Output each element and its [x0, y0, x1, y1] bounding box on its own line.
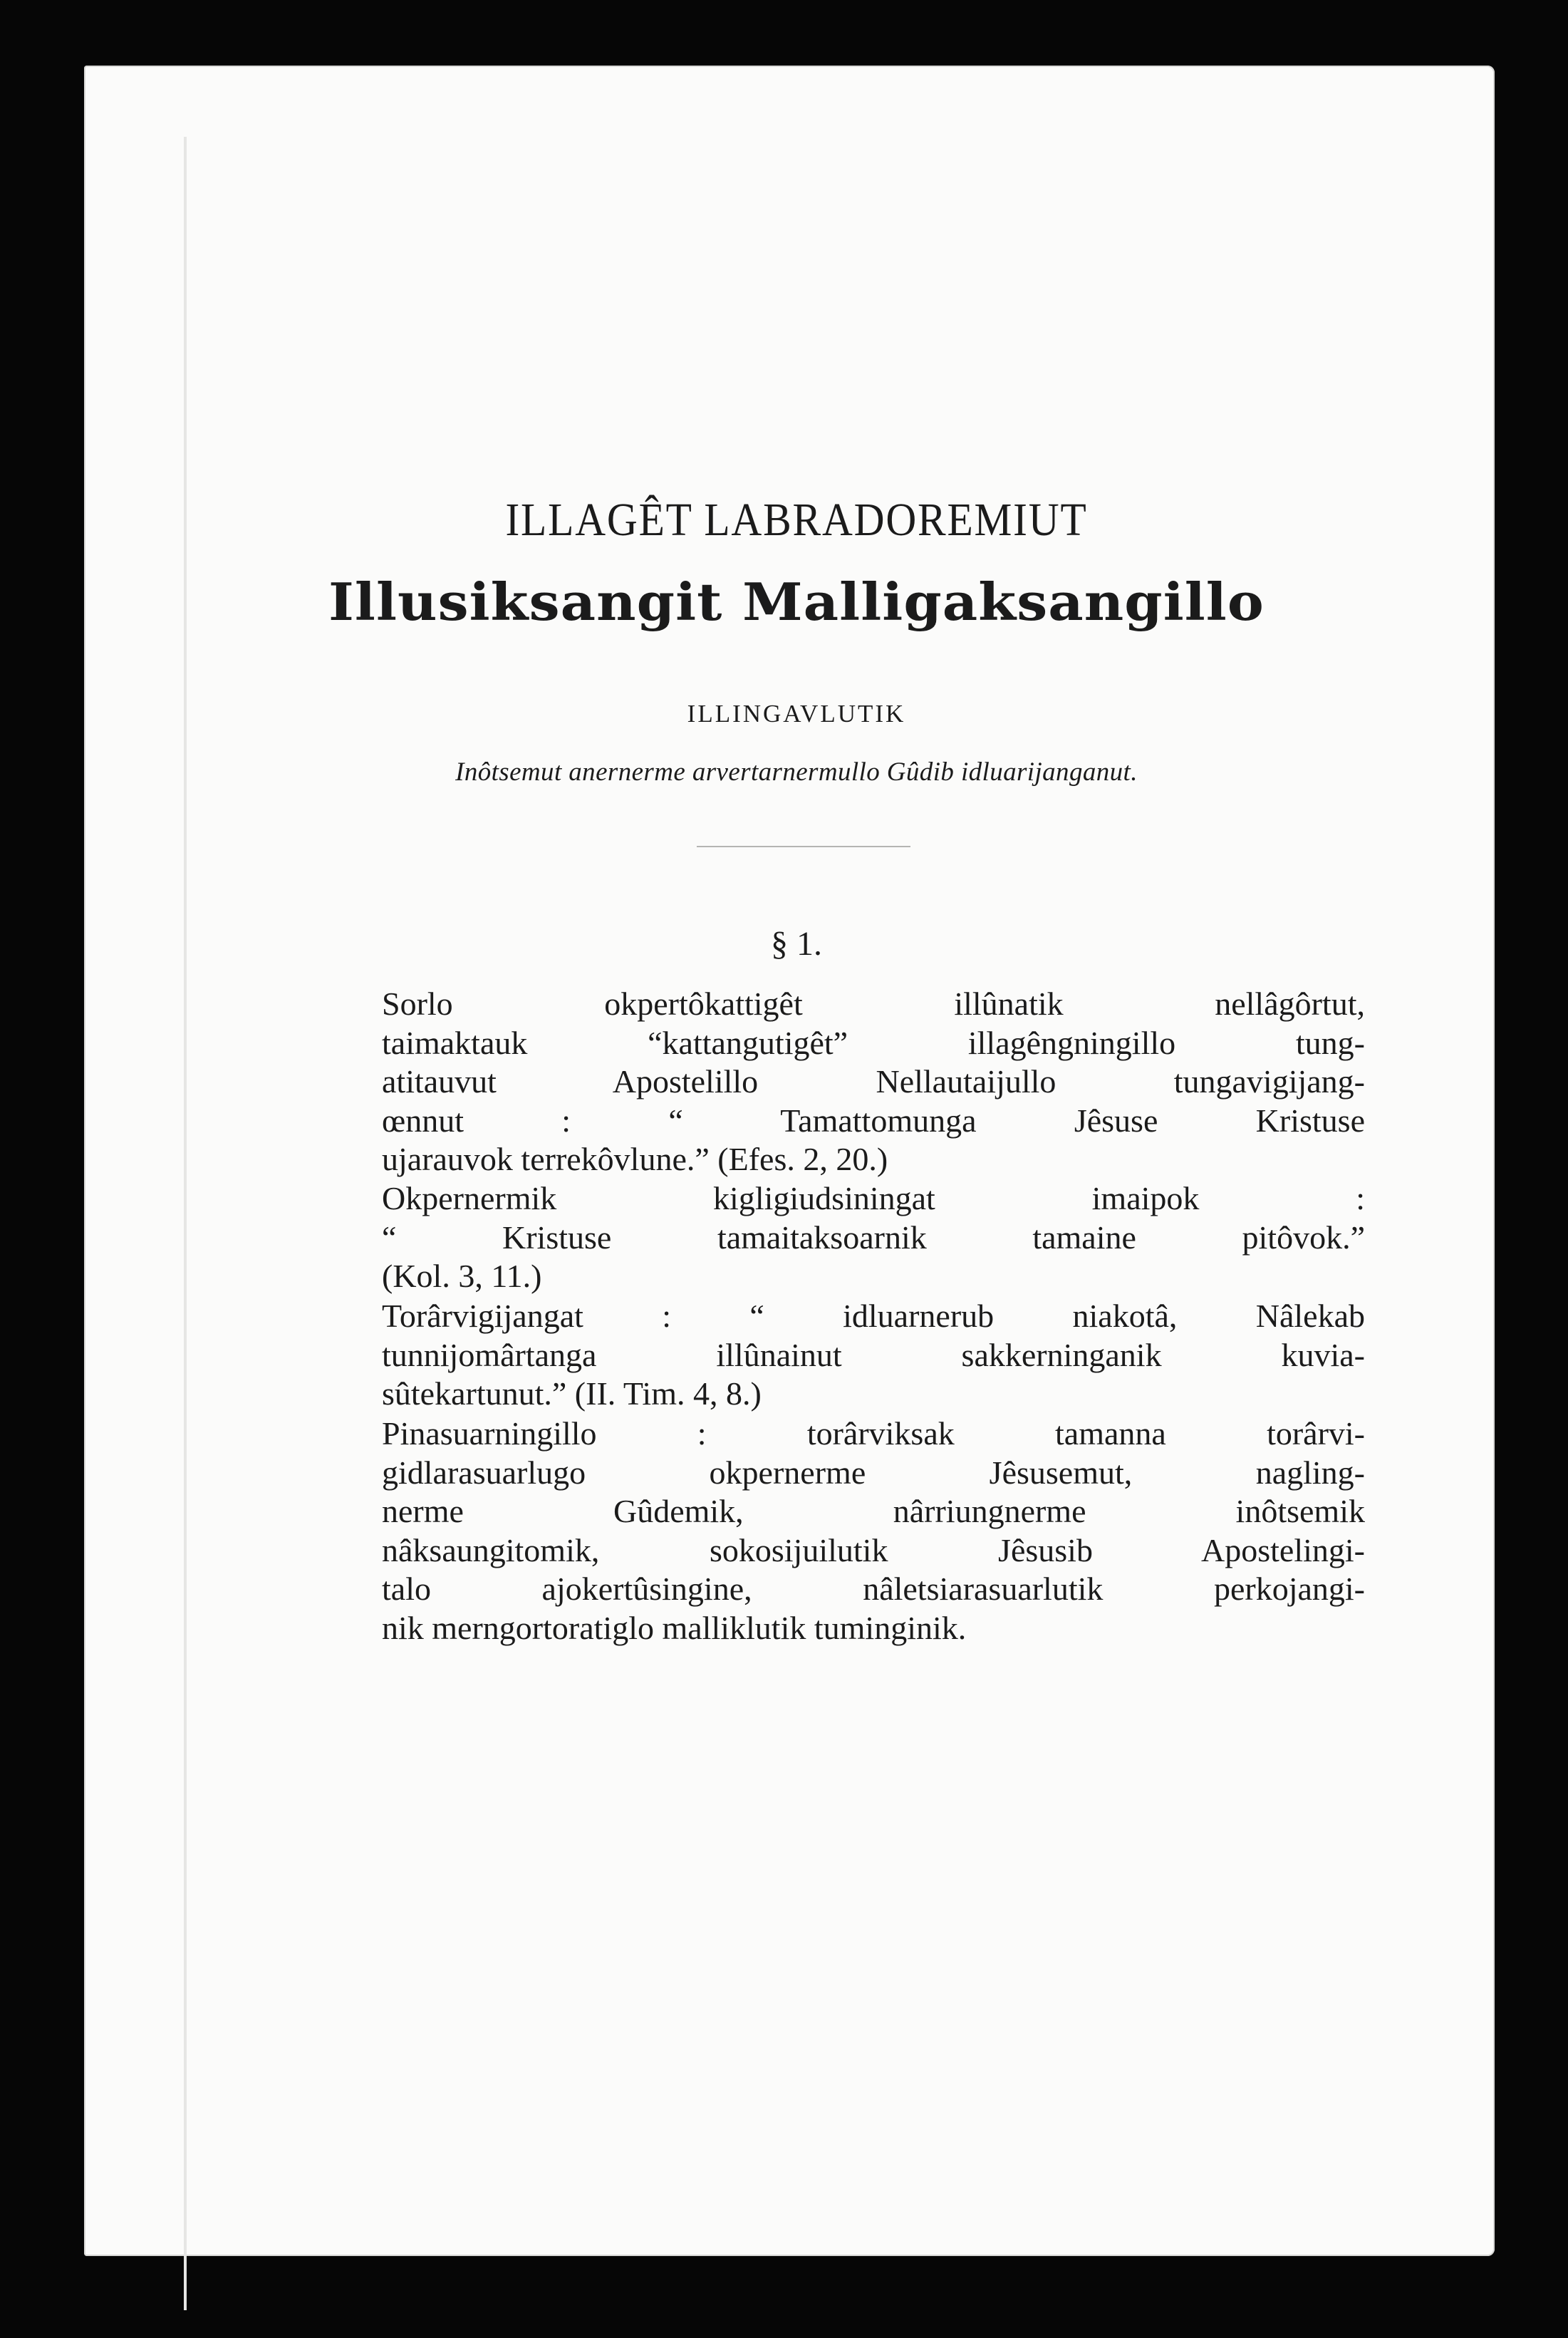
paragraph-line: Torârvigijangat : “ idluarnerub niakotâ, Nâlekab — [382, 1298, 1365, 1334]
paragraph-line: gidlarasuarlugo okpernerme Jêsusemut, nagling- — [382, 1454, 1365, 1491]
section-heading: § 1. — [771, 925, 822, 963]
paragraph-line: Sorlo okpertôkattigêt illûnatik nellâgôrtut, — [382, 986, 1365, 1022]
paragraph-2 — [382, 1179, 1365, 1296]
paragraph-line: nâksaungitomik, sokosijuilutik Jêsusib Apostelingi- — [382, 1531, 1365, 1568]
paragraph-line: tunnijomârtanga illûnainut sakkerninganik kuvia- — [382, 1336, 1365, 1373]
paragraph-line: taimaktauk “kattangutigêt” illagêngningillo tung- — [382, 1024, 1365, 1061]
paragraph-line: talo ajokertûsingine, nâletsiarasuarlutik perkojangi- — [382, 1571, 1365, 1607]
paragraph-1 — [382, 985, 1365, 1179]
paragraph-3 — [382, 1297, 1365, 1414]
paragraph-line: ujarauvok terrekôvlune.” (Efes. 2, 20.) — [382, 1141, 888, 1177]
paragraph-4 — [382, 1414, 1365, 1648]
paragraph-line: “ Kristuse tamaitaksoarnik tamaine pitôvok.” — [382, 1219, 1365, 1256]
page-title: ILLAGÊT LABRADOREMIUT — [505, 494, 1088, 546]
paragraph-line: Okpernermik kigligiudsiningat imaipok : — [382, 1180, 1365, 1216]
paragraph-line: Pinasuarningillo : torârviksak tamanna torârvi- — [382, 1415, 1365, 1452]
paragraph-line: nik merngortoratiglo malliklutik tuminginik. — [382, 1609, 967, 1646]
book-page — [84, 66, 1495, 2256]
paragraph-line: sûtekartunut.” (II. Tim. 4, 8.) — [382, 1375, 762, 1412]
page-gutter — [184, 137, 187, 2310]
separator-rule — [697, 846, 910, 847]
heading-small: ILLINGAVLUTIK — [687, 700, 906, 728]
paragraph-line: (Kol. 3, 11.) — [382, 1258, 542, 1294]
paragraph-line: œnnut : “ Tamattomunga Jêsuse Kristuse — [382, 1102, 1365, 1139]
italic-dedication: Inôtsemut anernerme arvertarnermullo Gûdib idluarijanganut. — [455, 757, 1138, 787]
paragraph-line: atitauvut Apostelillo Nellautaijullo tungavigijang- — [382, 1063, 1365, 1100]
page-subtitle: Illusiksangit Malligaksangillo — [328, 571, 1265, 632]
paragraph-line: nerme Gûdemik, nârriungnerme inôtsemik — [382, 1493, 1365, 1529]
